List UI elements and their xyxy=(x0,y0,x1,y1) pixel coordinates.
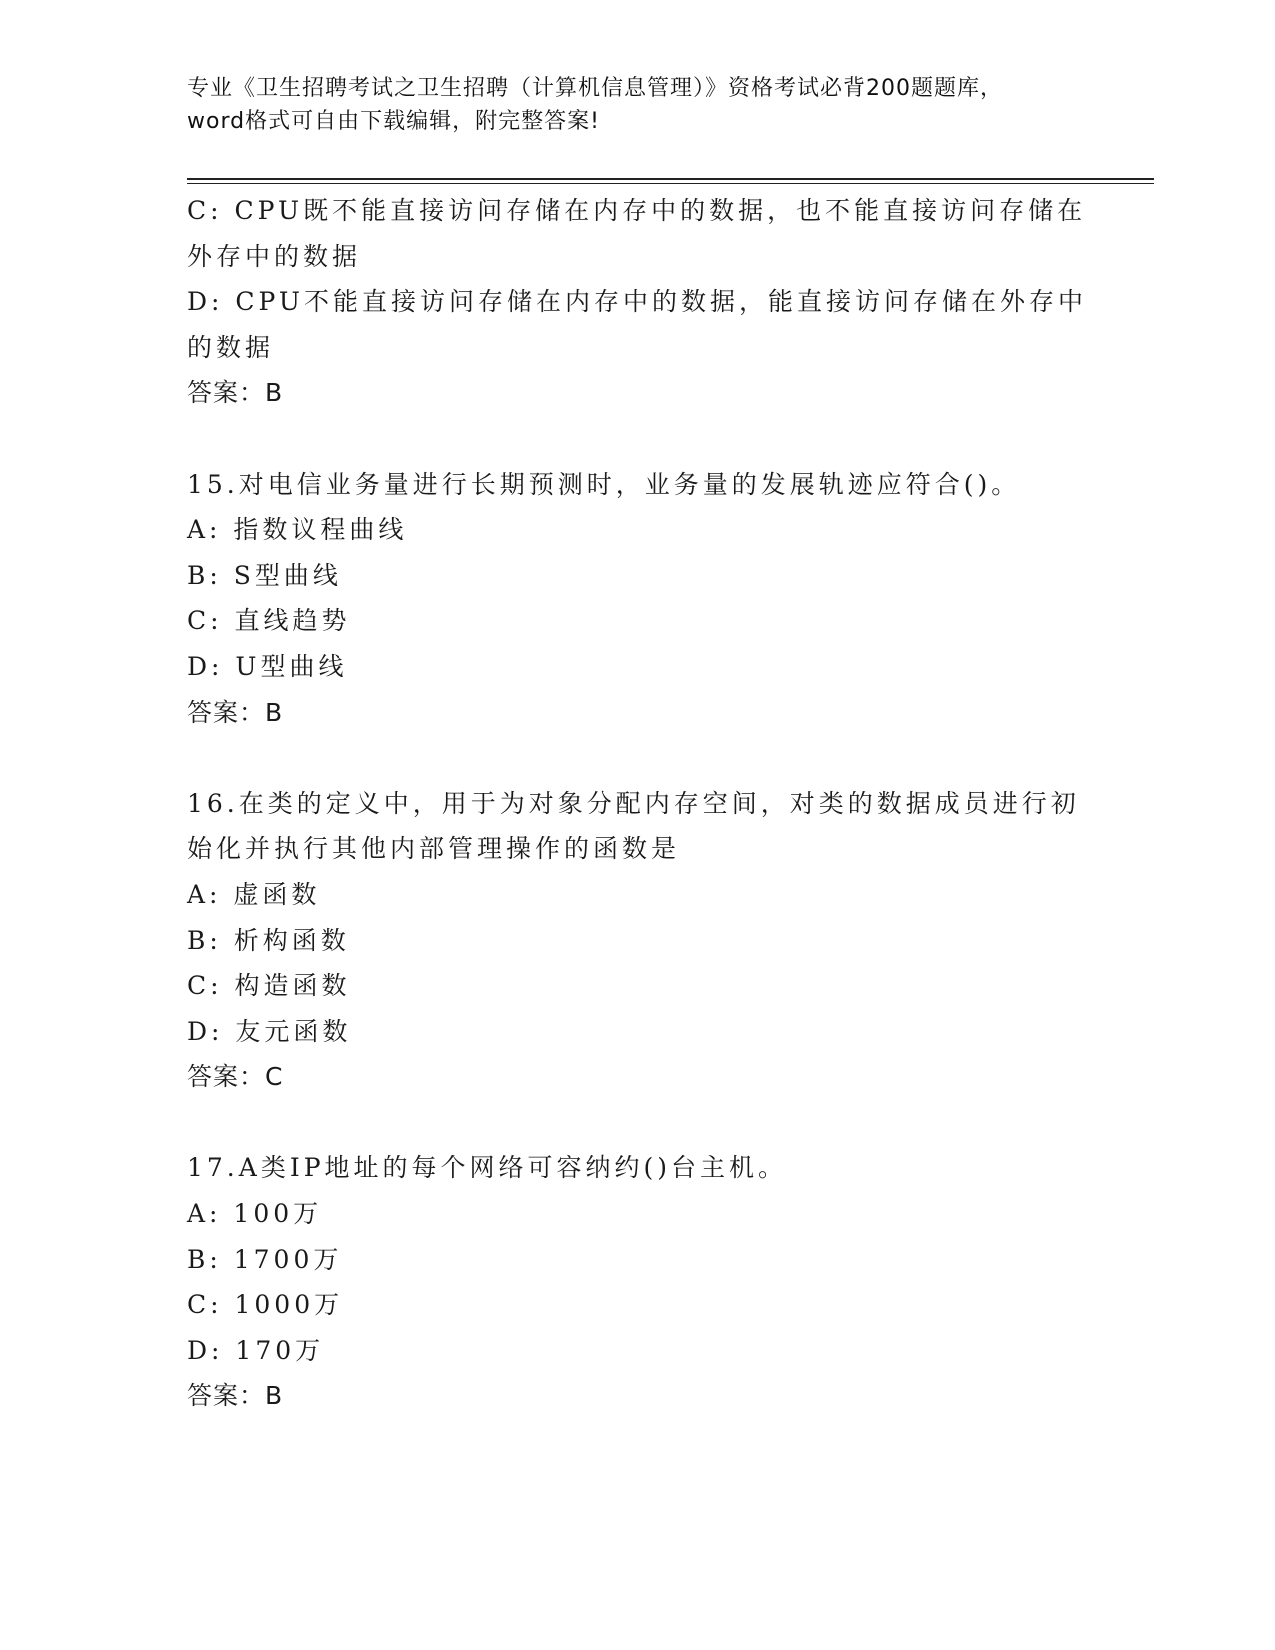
spacer xyxy=(187,1100,1067,1146)
option-d: D: 170万 xyxy=(187,1335,325,1365)
question-stem-line-2: 始化并执行其他内部管理操作的函数是 xyxy=(187,834,681,864)
option-c: C: 构造函数 xyxy=(187,971,351,1001)
question-stem: 15.对电信业务量进行长期预测时，业务量的发展轨迹应符合()。 xyxy=(187,469,1021,499)
option-d-line-1: D: CPU不能直接访问存储在内存中的数据，能直接访问存储在外存中 xyxy=(187,287,1087,317)
option-d: D: 友元函数 xyxy=(187,1016,352,1046)
answer-line: 答案：B xyxy=(187,378,284,408)
option-a: A: 虚函数 xyxy=(187,879,321,909)
question-stem: 17.A类IP地址的每个网络可容纳约()台主机。 xyxy=(187,1153,788,1183)
option-b: B: 析构函数 xyxy=(187,925,350,955)
header-divider-thick xyxy=(187,178,1154,180)
header-title-line-2: word格式可自由下载编辑，附完整答案! xyxy=(187,109,600,134)
question-list xyxy=(187,188,1087,1419)
question-15 xyxy=(187,462,1067,736)
answer-line: 答案：B xyxy=(187,1381,284,1411)
question-stem-line-1: 16.在类的定义中，用于为对象分配内存空间，对类的数据成员进行初 xyxy=(187,788,1080,818)
option-b: B: S型曲线 xyxy=(187,560,342,590)
answer-line: 答案：B xyxy=(187,697,284,727)
spacer xyxy=(187,416,1067,462)
spacer xyxy=(187,735,1067,781)
option-d: D: U型曲线 xyxy=(187,651,348,681)
option-c-line-2: 外存中的数据 xyxy=(187,241,362,271)
option-d-line-2: 的数据 xyxy=(187,332,275,362)
question-17 xyxy=(187,1145,1067,1419)
option-c: C: 直线趋势 xyxy=(187,606,351,636)
document-header xyxy=(187,72,1087,138)
header-title-line-1: 专业《卫生招聘考试之卫生招聘（计算机信息管理）》资格考试必背200题题库， xyxy=(187,76,1003,101)
option-c-line-1: C: CPU既不能直接访问存储在内存中的数据，也不能直接访问存储在 xyxy=(187,196,1087,225)
header-divider-thin xyxy=(187,183,1154,184)
question-16 xyxy=(187,781,1080,1100)
option-b: B: 1700万 xyxy=(187,1244,343,1274)
option-a: A: 指数议程曲线 xyxy=(187,515,408,545)
answer-line: 答案：C xyxy=(187,1062,284,1092)
option-a: A: 100万 xyxy=(187,1199,323,1229)
previous-question-continuation xyxy=(187,188,1087,416)
option-c: C: 1000万 xyxy=(187,1290,344,1320)
